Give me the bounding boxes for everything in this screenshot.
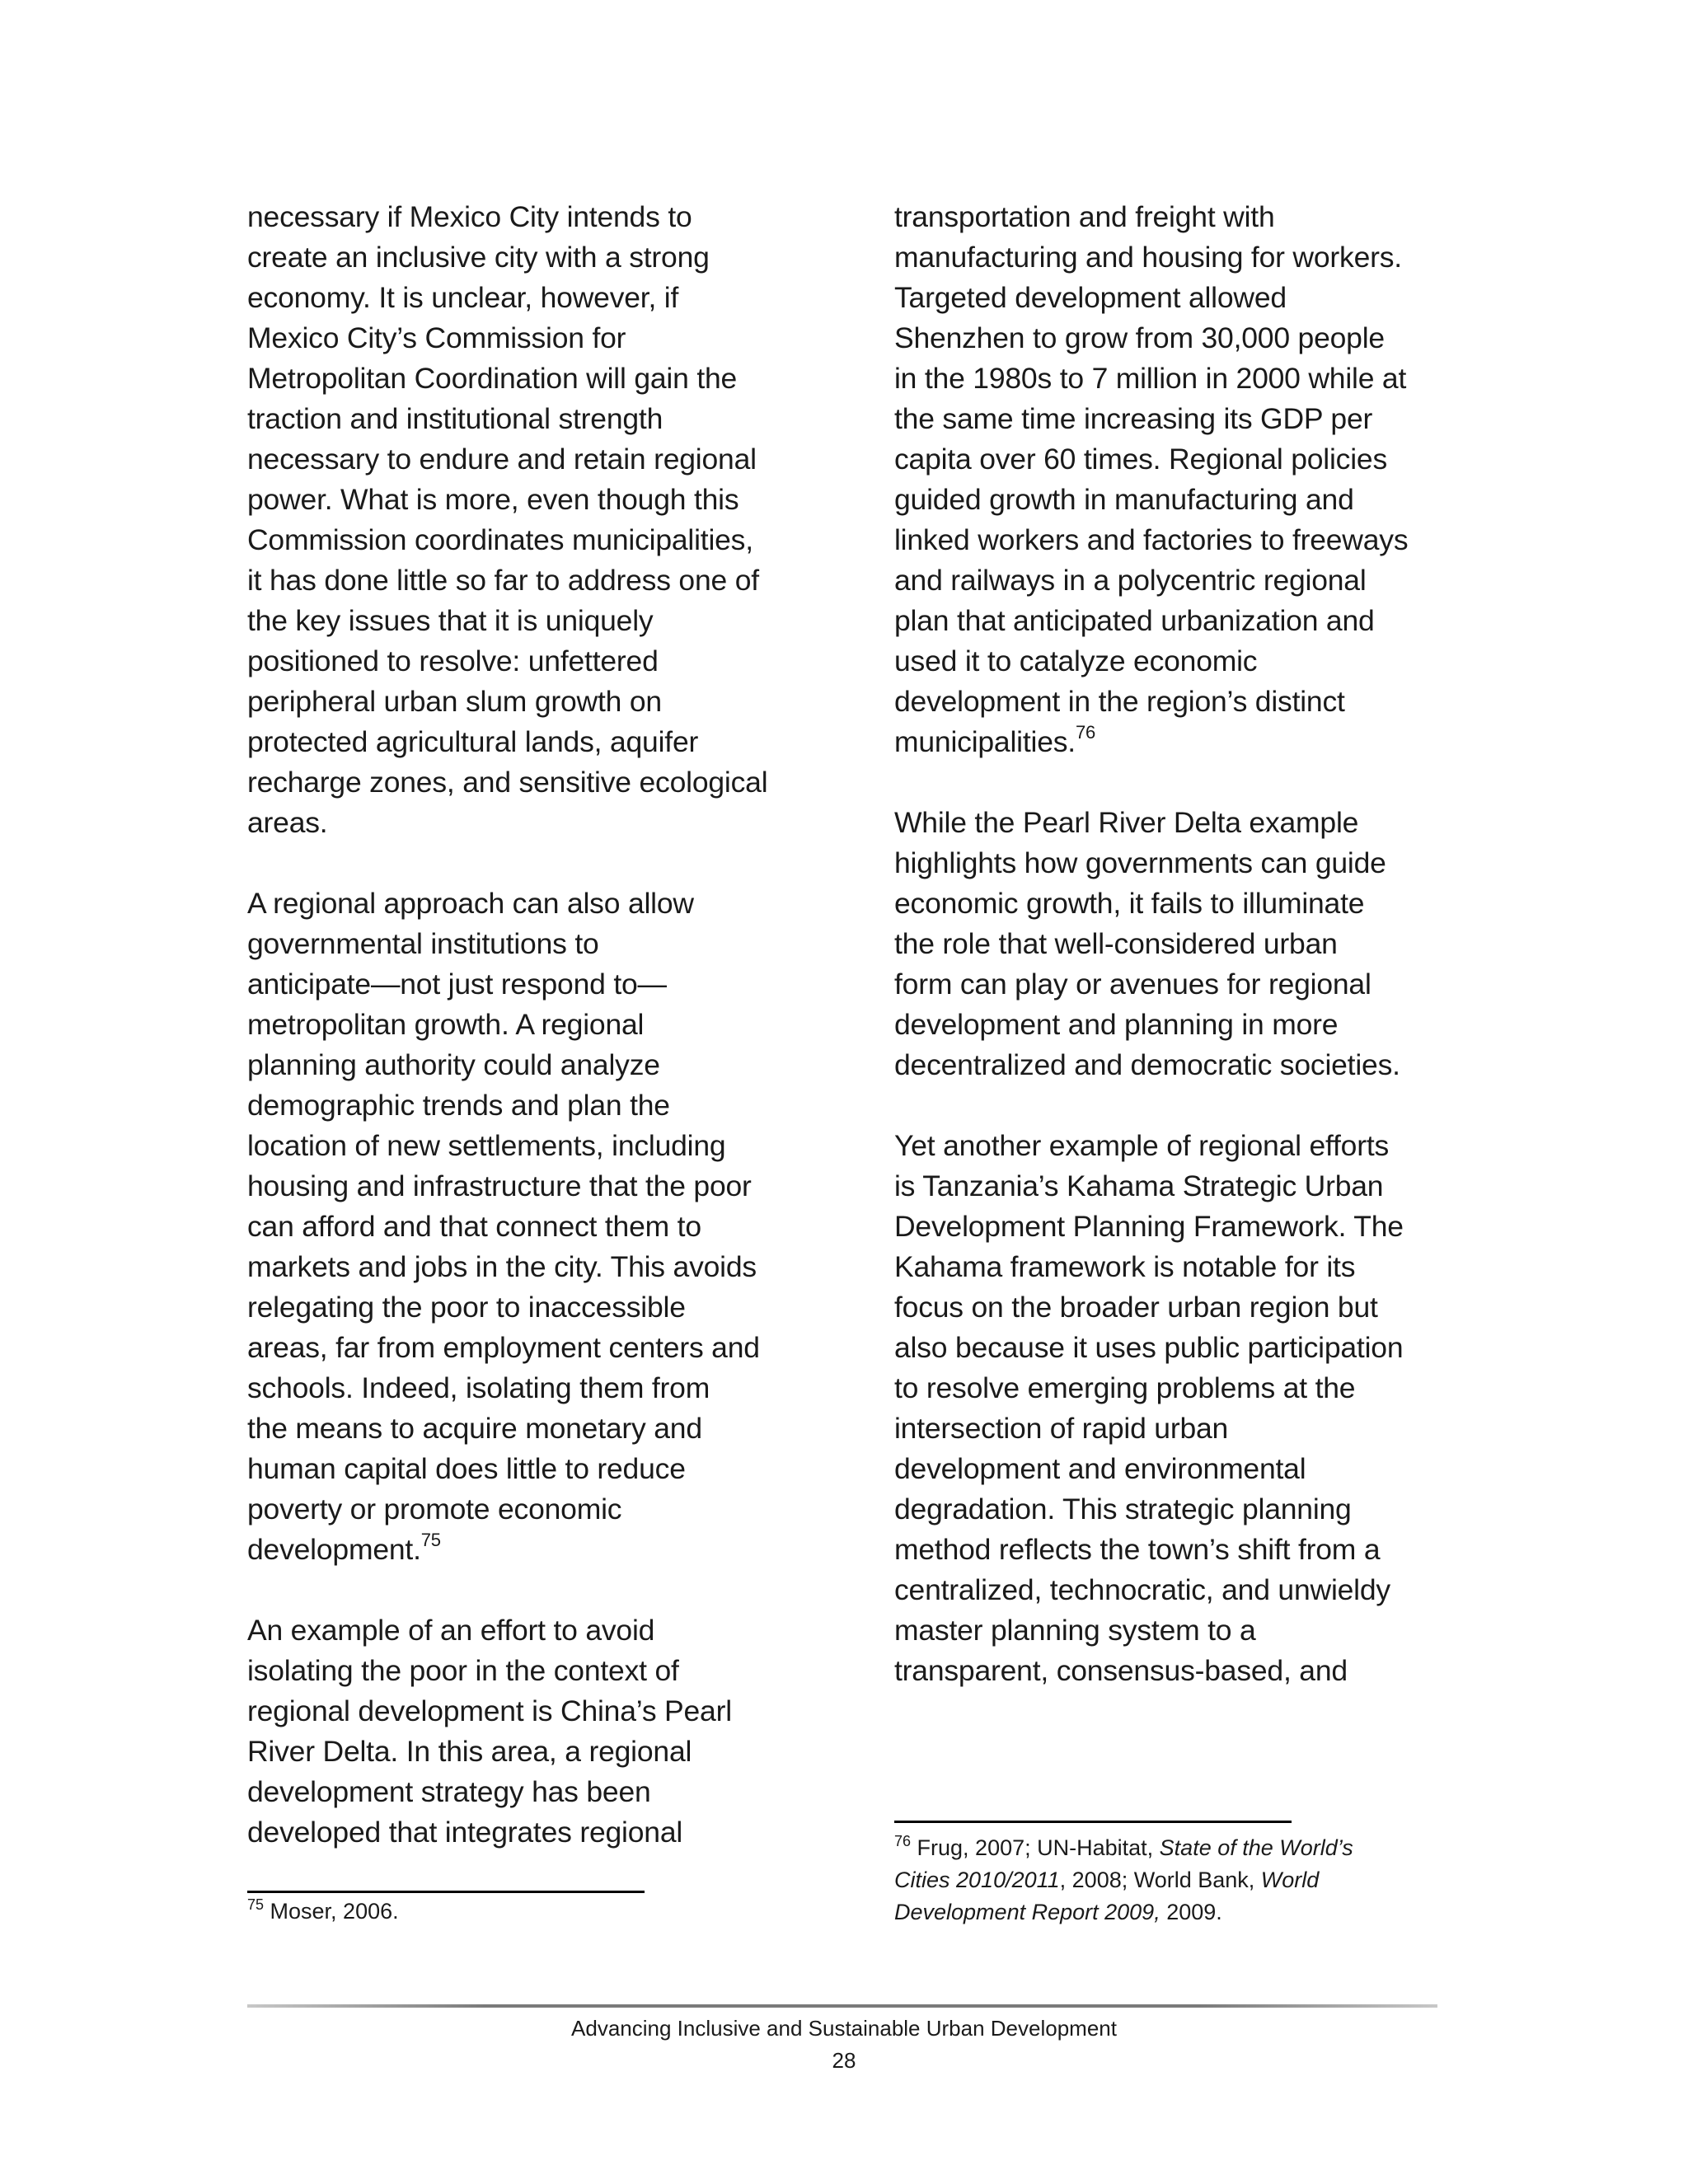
text-line: method reflects the town’s shift from a [894,1533,1381,1566]
paragraph [894,1126,1455,1691]
text-line: to resolve emerging problems at the [894,1371,1356,1404]
text-line: transportation and freight with [894,200,1275,233]
footnote-title: Development Report 2009, [894,1900,1160,1924]
text-line: peripheral urban slum growth on [247,685,662,718]
text-line: markets and jobs in the city. This avoids [247,1250,757,1283]
text-line: isolating the poor in the context of [247,1654,679,1687]
footnote-reference[interactable]: 75 [420,1530,441,1550]
paragraph [247,883,808,1570]
footnote-75 [247,1896,399,1928]
text-line: housing and infrastructure that the poor [247,1169,752,1202]
text-line: development in the region’s distinct [894,685,1345,718]
text-line: decentralized and democratic societies. [894,1048,1400,1081]
text-line: Mexico City’s Commission for [247,321,626,354]
text-line-content: development. [247,1533,421,1566]
paragraph [894,803,1455,1085]
text-line: necessary if Mexico City intends to [247,200,692,233]
text-line: relegating the poor to inaccessible [247,1291,686,1324]
text-line: necessary to endure and retain regional [247,443,757,476]
text-line: used it to catalyze economic [894,644,1258,677]
text-line: developed that integrates regional [247,1816,683,1849]
text-line: degradation. This strategic planning [894,1493,1352,1526]
text-line: traction and institutional strength [247,402,663,435]
text-line: intersection of rapid urban [894,1412,1229,1445]
text-line: economy. It is unclear, however, if [247,281,679,314]
text-line: planning authority could analyze [247,1048,660,1081]
text-line: and railways in a polycentric regional [894,564,1367,597]
text-line: form can play or avenues for regional [894,968,1372,1001]
text-line: it has done little so far to address one of [247,564,759,597]
text-line: recharge zones, and sensitive ecological [247,766,768,799]
text-line: Yet another example of regional efforts [894,1129,1390,1162]
paragraph [247,1610,808,1853]
footnote-title: Cities 2010/2011 [894,1868,1060,1892]
footnote-line [894,1896,1455,1929]
text-line: also because it uses public participation [894,1331,1404,1364]
text-line: A regional approach can also allow [247,887,694,920]
text-line: development and planning in more [894,1008,1339,1041]
footnote-text: Frug, 2007; UN-Habitat, [911,1835,1160,1860]
footnote-reference[interactable]: 76 [1075,722,1096,743]
right-column [894,197,1455,1691]
text-line: regional development is China’s Pearl [247,1694,732,1727]
footnote-line [894,1832,1455,1864]
footnote-title: State of the World’s [1159,1835,1353,1860]
text-line: While the Pearl River Delta example [894,806,1359,839]
footer-title: Advancing Inclusive and Sustainable Urban Development [571,2016,1117,2041]
text-line: Development Planning Framework. The [894,1210,1404,1243]
footnote-number: 75 [247,1896,265,1913]
text-line: Commission coordinates municipalities, [247,523,753,556]
text-line: the role that well-considered urban [894,927,1338,960]
text-line: plan that anticipated urbanization and [894,604,1375,637]
text-line: location of new settlements, including [247,1129,726,1162]
text-line: guided growth in manufacturing and [894,483,1354,516]
page-number: 28 [832,2048,856,2073]
text-line [894,722,1455,762]
text-line: Shenzhen to grow from 30,000 people [894,321,1385,354]
text-line-content: municipalities. [894,725,1076,758]
text-line: areas. [247,806,328,839]
footnote-line [894,1864,1455,1896]
text-line: master planning system to a [894,1614,1256,1647]
text-line: development strategy has been [247,1775,651,1808]
text-line: economic growth, it fails to illuminate [894,887,1365,920]
footer-divider [247,2004,1437,2008]
text-line: human capital does little to reduce [247,1452,686,1485]
text-line: metropolitan growth. A regional [247,1008,645,1041]
text-line: demographic trends and plan the [247,1089,670,1122]
left-column [247,197,808,1853]
text-line: transparent, consensus-based, and [894,1654,1348,1687]
text-line: anticipate—not just respond to— [247,968,667,1001]
footnote-text: Moser, 2006. [264,1899,399,1924]
text-line: An example of an effort to avoid [247,1614,655,1647]
paragraph [247,197,808,843]
footnote-divider [247,1891,645,1893]
paragraph [894,197,1455,762]
text-line: positioned to resolve: unfettered [247,644,659,677]
text-line: the same time increasing its GDP per [894,402,1373,435]
text-line [247,1530,808,1570]
footnote-divider [894,1821,1292,1823]
text-line: governmental institutions to [247,927,599,960]
text-line: poverty or promote economic [247,1493,622,1526]
footnote-text: , 2008; World Bank, [1059,1868,1261,1892]
text-line: Targeted development allowed [894,281,1287,314]
footnote-text: 2009. [1160,1900,1222,1924]
text-line: manufacturing and housing for workers. [894,241,1402,274]
text-line: linked workers and factories to freeways [894,523,1409,556]
text-line: River Delta. In this area, a regional [247,1735,692,1768]
text-line: centralized, technocratic, and unwieldy [894,1573,1390,1606]
text-line: focus on the broader urban region but [894,1291,1378,1324]
text-line: schools. Indeed, isolating them from [247,1371,710,1404]
footnote-number: 76 [894,1833,912,1849]
footnote-76 [894,1832,1455,1929]
text-line: power. What is more, even though this [247,483,739,516]
text-line: development and environmental [894,1452,1306,1485]
text-line: is Tanzania’s Kahama Strategic Urban [894,1169,1384,1202]
text-line: the means to acquire monetary and [247,1412,702,1445]
text-line: highlights how governments can guide [894,846,1386,879]
footnote-title: World [1260,1868,1320,1892]
text-line: Kahama framework is notable for its [894,1250,1356,1283]
text-line: Metropolitan Coordination will gain the [247,362,738,395]
text-line: create an inclusive city with a strong [247,241,710,274]
text-line: can afford and that connect them to [247,1210,701,1243]
text-line: protected agricultural lands, aquifer [247,725,699,758]
text-line: capita over 60 times. Regional policies [894,443,1387,476]
text-line: the key issues that it is uniquely [247,604,654,637]
text-line: areas, far from employment centers and [247,1331,760,1364]
text-line: in the 1980s to 7 million in 2000 while at [894,362,1407,395]
